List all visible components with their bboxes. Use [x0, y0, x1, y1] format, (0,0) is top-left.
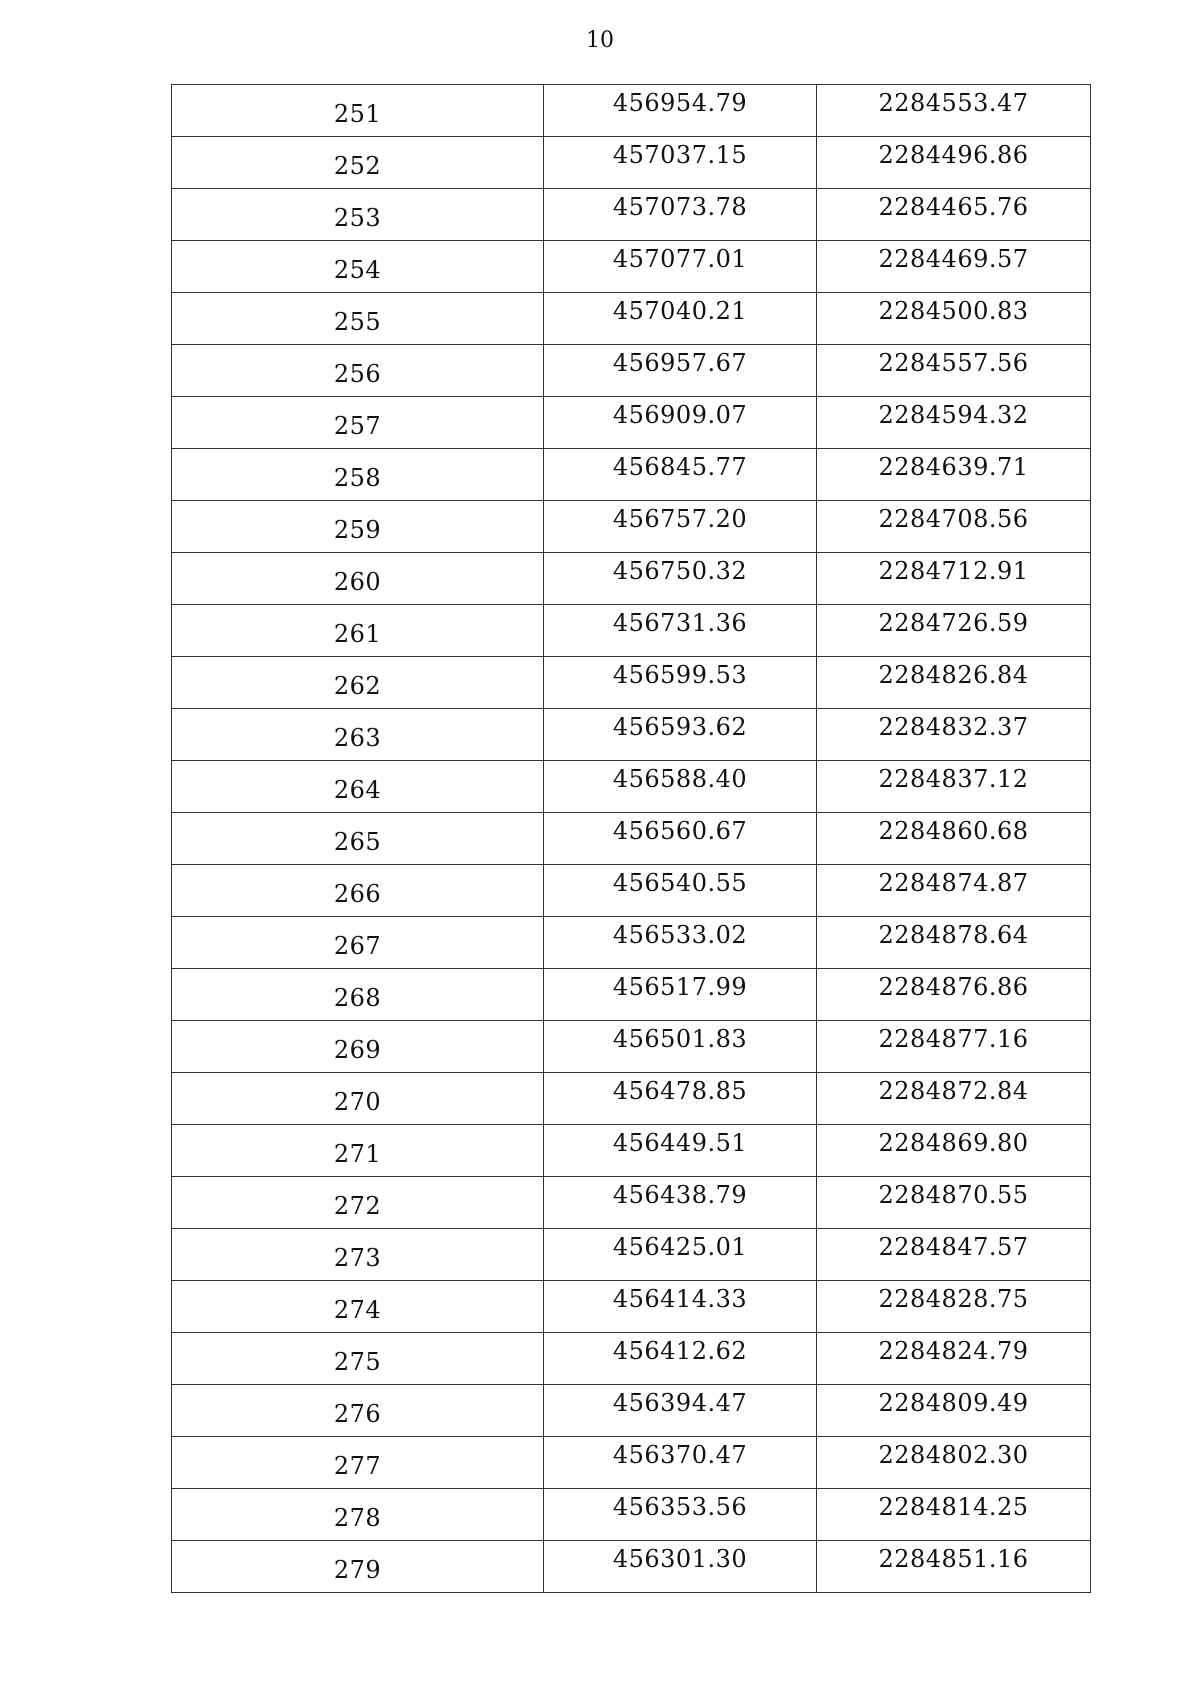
point-number-cell	[172, 1073, 544, 1125]
y-coordinate-value: 2284860.68	[878, 817, 1029, 845]
table-row	[172, 1437, 1091, 1489]
table-row	[172, 917, 1091, 969]
point-number-value: 272	[333, 1191, 382, 1220]
point-number-cell	[172, 85, 544, 137]
y-coordinate-cell	[817, 969, 1091, 1021]
y-coordinate-value: 2284557.56	[878, 349, 1029, 377]
point-number-value: 264	[333, 775, 382, 804]
table-row	[172, 657, 1091, 709]
y-coordinate-cell	[817, 865, 1091, 917]
y-coordinate-cell	[817, 345, 1091, 397]
y-coordinate-cell	[817, 1437, 1091, 1489]
y-coordinate-value: 2284877.16	[878, 1025, 1029, 1053]
x-coordinate-cell	[544, 1021, 817, 1073]
x-coordinate-value: 457073.78	[612, 193, 748, 221]
point-number-value: 265	[333, 827, 382, 856]
point-number-value: 252	[333, 151, 382, 180]
point-number-value: 279	[333, 1555, 382, 1584]
point-number-value: 260	[333, 567, 382, 596]
y-coordinate-cell	[817, 1177, 1091, 1229]
y-coordinate-value: 2284826.84	[878, 661, 1029, 689]
x-coordinate-cell	[544, 1125, 817, 1177]
x-coordinate-cell	[544, 137, 817, 189]
y-coordinate-value: 2284553.47	[878, 89, 1029, 117]
y-coordinate-cell	[817, 189, 1091, 241]
y-coordinate-cell	[817, 605, 1091, 657]
point-number-value: 276	[333, 1399, 382, 1428]
x-coordinate-value: 457037.15	[612, 141, 748, 169]
x-coordinate-cell	[544, 709, 817, 761]
table-row	[172, 1281, 1091, 1333]
x-coordinate-value: 456414.33	[612, 1285, 748, 1313]
x-coordinate-value: 456954.79	[612, 89, 748, 117]
table-row	[172, 397, 1091, 449]
point-number-cell	[172, 1541, 544, 1593]
point-number-cell	[172, 241, 544, 293]
y-coordinate-value: 2284500.83	[878, 297, 1029, 325]
point-number-cell	[172, 1333, 544, 1385]
y-coordinate-value: 2284824.79	[878, 1337, 1029, 1365]
x-coordinate-value: 456845.77	[612, 453, 748, 481]
table-row	[172, 709, 1091, 761]
point-number-value: 262	[333, 671, 382, 700]
table-body	[172, 85, 1091, 1593]
table-row	[172, 449, 1091, 501]
y-coordinate-value: 2284878.64	[878, 921, 1029, 949]
table-row	[172, 813, 1091, 865]
point-number-cell	[172, 1489, 544, 1541]
x-coordinate-cell	[544, 241, 817, 293]
point-number-cell	[172, 1177, 544, 1229]
point-number-value: 277	[333, 1451, 382, 1480]
x-coordinate-cell	[544, 605, 817, 657]
x-coordinate-value: 456301.30	[612, 1545, 748, 1573]
x-coordinate-value: 456425.01	[612, 1233, 748, 1261]
y-coordinate-value: 2284726.59	[878, 609, 1029, 637]
point-number-value: 259	[333, 515, 382, 544]
y-coordinate-value: 2284496.86	[878, 141, 1029, 169]
x-coordinate-value: 456750.32	[612, 557, 748, 585]
x-coordinate-value: 456438.79	[612, 1181, 748, 1209]
x-coordinate-cell	[544, 657, 817, 709]
point-number-value: 257	[333, 411, 382, 440]
point-number-cell	[172, 189, 544, 241]
point-number-value: 269	[333, 1035, 382, 1064]
x-coordinate-cell	[544, 1385, 817, 1437]
x-coordinate-value: 456599.53	[612, 661, 748, 689]
point-number-value: 268	[333, 983, 382, 1012]
x-coordinate-cell	[544, 1073, 817, 1125]
point-number-value: 256	[333, 359, 382, 388]
x-coordinate-cell	[544, 1229, 817, 1281]
table-row	[172, 1177, 1091, 1229]
y-coordinate-cell	[817, 1229, 1091, 1281]
y-coordinate-cell	[817, 449, 1091, 501]
y-coordinate-value: 2284809.49	[878, 1389, 1029, 1417]
x-coordinate-value: 456517.99	[612, 973, 748, 1001]
page-number: 10	[586, 28, 614, 53]
point-number-cell	[172, 137, 544, 189]
x-coordinate-value: 457077.01	[612, 245, 748, 273]
table-row	[172, 293, 1091, 345]
y-coordinate-value: 2284469.57	[878, 245, 1029, 273]
table-row	[172, 969, 1091, 1021]
point-number-value: 251	[333, 99, 382, 128]
x-coordinate-cell	[544, 1177, 817, 1229]
y-coordinate-value: 2284847.57	[878, 1233, 1029, 1261]
y-coordinate-value: 2284594.32	[878, 401, 1029, 429]
table-row	[172, 865, 1091, 917]
table-row	[172, 1333, 1091, 1385]
y-coordinate-value: 2284708.56	[878, 505, 1029, 533]
point-number-cell	[172, 657, 544, 709]
y-coordinate-value: 2284837.12	[878, 765, 1029, 793]
point-number-cell	[172, 917, 544, 969]
x-coordinate-value: 456540.55	[612, 869, 748, 897]
y-coordinate-cell	[817, 657, 1091, 709]
table-row	[172, 1541, 1091, 1593]
point-number-value: 278	[333, 1503, 382, 1532]
y-coordinate-cell	[817, 709, 1091, 761]
y-coordinate-value: 2284465.76	[878, 193, 1029, 221]
y-coordinate-cell	[817, 1541, 1091, 1593]
point-number-cell	[172, 761, 544, 813]
y-coordinate-value: 2284712.91	[878, 557, 1029, 585]
x-coordinate-value: 456560.67	[612, 817, 748, 845]
y-coordinate-cell	[817, 241, 1091, 293]
x-coordinate-value: 456588.40	[612, 765, 748, 793]
point-number-cell	[172, 709, 544, 761]
point-number-value: 263	[333, 723, 382, 752]
point-number-value: 273	[333, 1243, 382, 1272]
x-coordinate-cell	[544, 969, 817, 1021]
x-coordinate-value: 456731.36	[612, 609, 748, 637]
y-coordinate-value: 2284870.55	[878, 1181, 1029, 1209]
x-coordinate-value: 456501.83	[612, 1025, 748, 1053]
point-number-cell	[172, 865, 544, 917]
y-coordinate-cell	[817, 761, 1091, 813]
y-coordinate-value: 2284639.71	[878, 453, 1029, 481]
x-coordinate-cell	[544, 1281, 817, 1333]
point-number-value: 266	[333, 879, 382, 908]
x-coordinate-cell	[544, 553, 817, 605]
x-coordinate-value: 456757.20	[612, 505, 748, 533]
y-coordinate-cell	[817, 1489, 1091, 1541]
point-number-value: 255	[333, 307, 382, 336]
y-coordinate-cell	[817, 1333, 1091, 1385]
x-coordinate-cell	[544, 1541, 817, 1593]
y-coordinate-value: 2284828.75	[878, 1285, 1029, 1313]
x-coordinate-cell	[544, 813, 817, 865]
x-coordinate-cell	[544, 917, 817, 969]
x-coordinate-value: 456394.47	[612, 1389, 748, 1417]
table-row	[172, 189, 1091, 241]
y-coordinate-cell	[817, 813, 1091, 865]
x-coordinate-value: 456593.62	[612, 713, 748, 741]
x-coordinate-cell	[544, 761, 817, 813]
y-coordinate-cell	[817, 293, 1091, 345]
y-coordinate-cell	[817, 1385, 1091, 1437]
y-coordinate-cell	[817, 917, 1091, 969]
point-number-value: 253	[333, 203, 382, 232]
x-coordinate-value: 456957.67	[612, 349, 748, 377]
y-coordinate-cell	[817, 501, 1091, 553]
table-row	[172, 1073, 1091, 1125]
point-number-cell	[172, 813, 544, 865]
point-number-value: 267	[333, 931, 382, 960]
point-number-value: 275	[333, 1347, 382, 1376]
point-number-cell	[172, 1437, 544, 1489]
point-number-value: 254	[333, 255, 382, 284]
point-number-cell	[172, 293, 544, 345]
point-number-value: 258	[333, 463, 382, 492]
x-coordinate-value: 456533.02	[612, 921, 748, 949]
point-number-cell	[172, 345, 544, 397]
x-coordinate-cell	[544, 865, 817, 917]
point-number-cell	[172, 397, 544, 449]
point-number-cell	[172, 969, 544, 1021]
x-coordinate-value: 456370.47	[612, 1441, 748, 1469]
point-number-value: 274	[333, 1295, 382, 1324]
y-coordinate-cell	[817, 1073, 1091, 1125]
table-row	[172, 605, 1091, 657]
table-row	[172, 1385, 1091, 1437]
x-coordinate-value: 456909.07	[612, 401, 748, 429]
table-row	[172, 1021, 1091, 1073]
y-coordinate-cell	[817, 1021, 1091, 1073]
x-coordinate-cell	[544, 1333, 817, 1385]
x-coordinate-value: 456353.56	[612, 1493, 748, 1521]
y-coordinate-cell	[817, 85, 1091, 137]
x-coordinate-value: 456412.62	[612, 1337, 748, 1365]
x-coordinate-cell	[544, 397, 817, 449]
table-row	[172, 1125, 1091, 1177]
table-row	[172, 553, 1091, 605]
x-coordinate-cell	[544, 1437, 817, 1489]
x-coordinate-cell	[544, 501, 817, 553]
point-number-cell	[172, 1229, 544, 1281]
y-coordinate-cell	[817, 1281, 1091, 1333]
point-number-value: 261	[333, 619, 382, 648]
x-coordinate-cell	[544, 345, 817, 397]
x-coordinate-value: 456478.85	[612, 1077, 748, 1105]
coordinate-table	[171, 84, 1091, 1593]
y-coordinate-cell	[817, 137, 1091, 189]
y-coordinate-value: 2284869.80	[878, 1129, 1029, 1157]
table-row	[172, 501, 1091, 553]
x-coordinate-cell	[544, 449, 817, 501]
point-number-cell	[172, 553, 544, 605]
point-number-value: 271	[333, 1139, 382, 1168]
y-coordinate-value: 2284876.86	[878, 973, 1029, 1001]
x-coordinate-value: 456449.51	[612, 1129, 748, 1157]
point-number-cell	[172, 1281, 544, 1333]
table-row	[172, 1489, 1091, 1541]
point-number-cell	[172, 1125, 544, 1177]
x-coordinate-cell	[544, 1489, 817, 1541]
y-coordinate-value: 2284802.30	[878, 1441, 1029, 1469]
point-number-cell	[172, 1385, 544, 1437]
y-coordinate-value: 2284874.87	[878, 869, 1029, 897]
y-coordinate-value: 2284832.37	[878, 713, 1029, 741]
table-row	[172, 85, 1091, 137]
point-number-cell	[172, 605, 544, 657]
y-coordinate-cell	[817, 397, 1091, 449]
y-coordinate-cell	[817, 553, 1091, 605]
y-coordinate-value: 2284851.16	[878, 1545, 1029, 1573]
point-number-cell	[172, 501, 544, 553]
table-row	[172, 1229, 1091, 1281]
x-coordinate-cell	[544, 85, 817, 137]
point-number-value: 270	[333, 1087, 382, 1116]
y-coordinate-value: 2284872.84	[878, 1077, 1029, 1105]
table-row	[172, 137, 1091, 189]
point-number-cell	[172, 1021, 544, 1073]
point-number-cell	[172, 449, 544, 501]
y-coordinate-value: 2284814.25	[878, 1493, 1029, 1521]
table-row	[172, 761, 1091, 813]
y-coordinate-cell	[817, 1125, 1091, 1177]
x-coordinate-cell	[544, 189, 817, 241]
table-row	[172, 241, 1091, 293]
table-row	[172, 345, 1091, 397]
x-coordinate-cell	[544, 293, 817, 345]
x-coordinate-value: 457040.21	[612, 297, 748, 325]
